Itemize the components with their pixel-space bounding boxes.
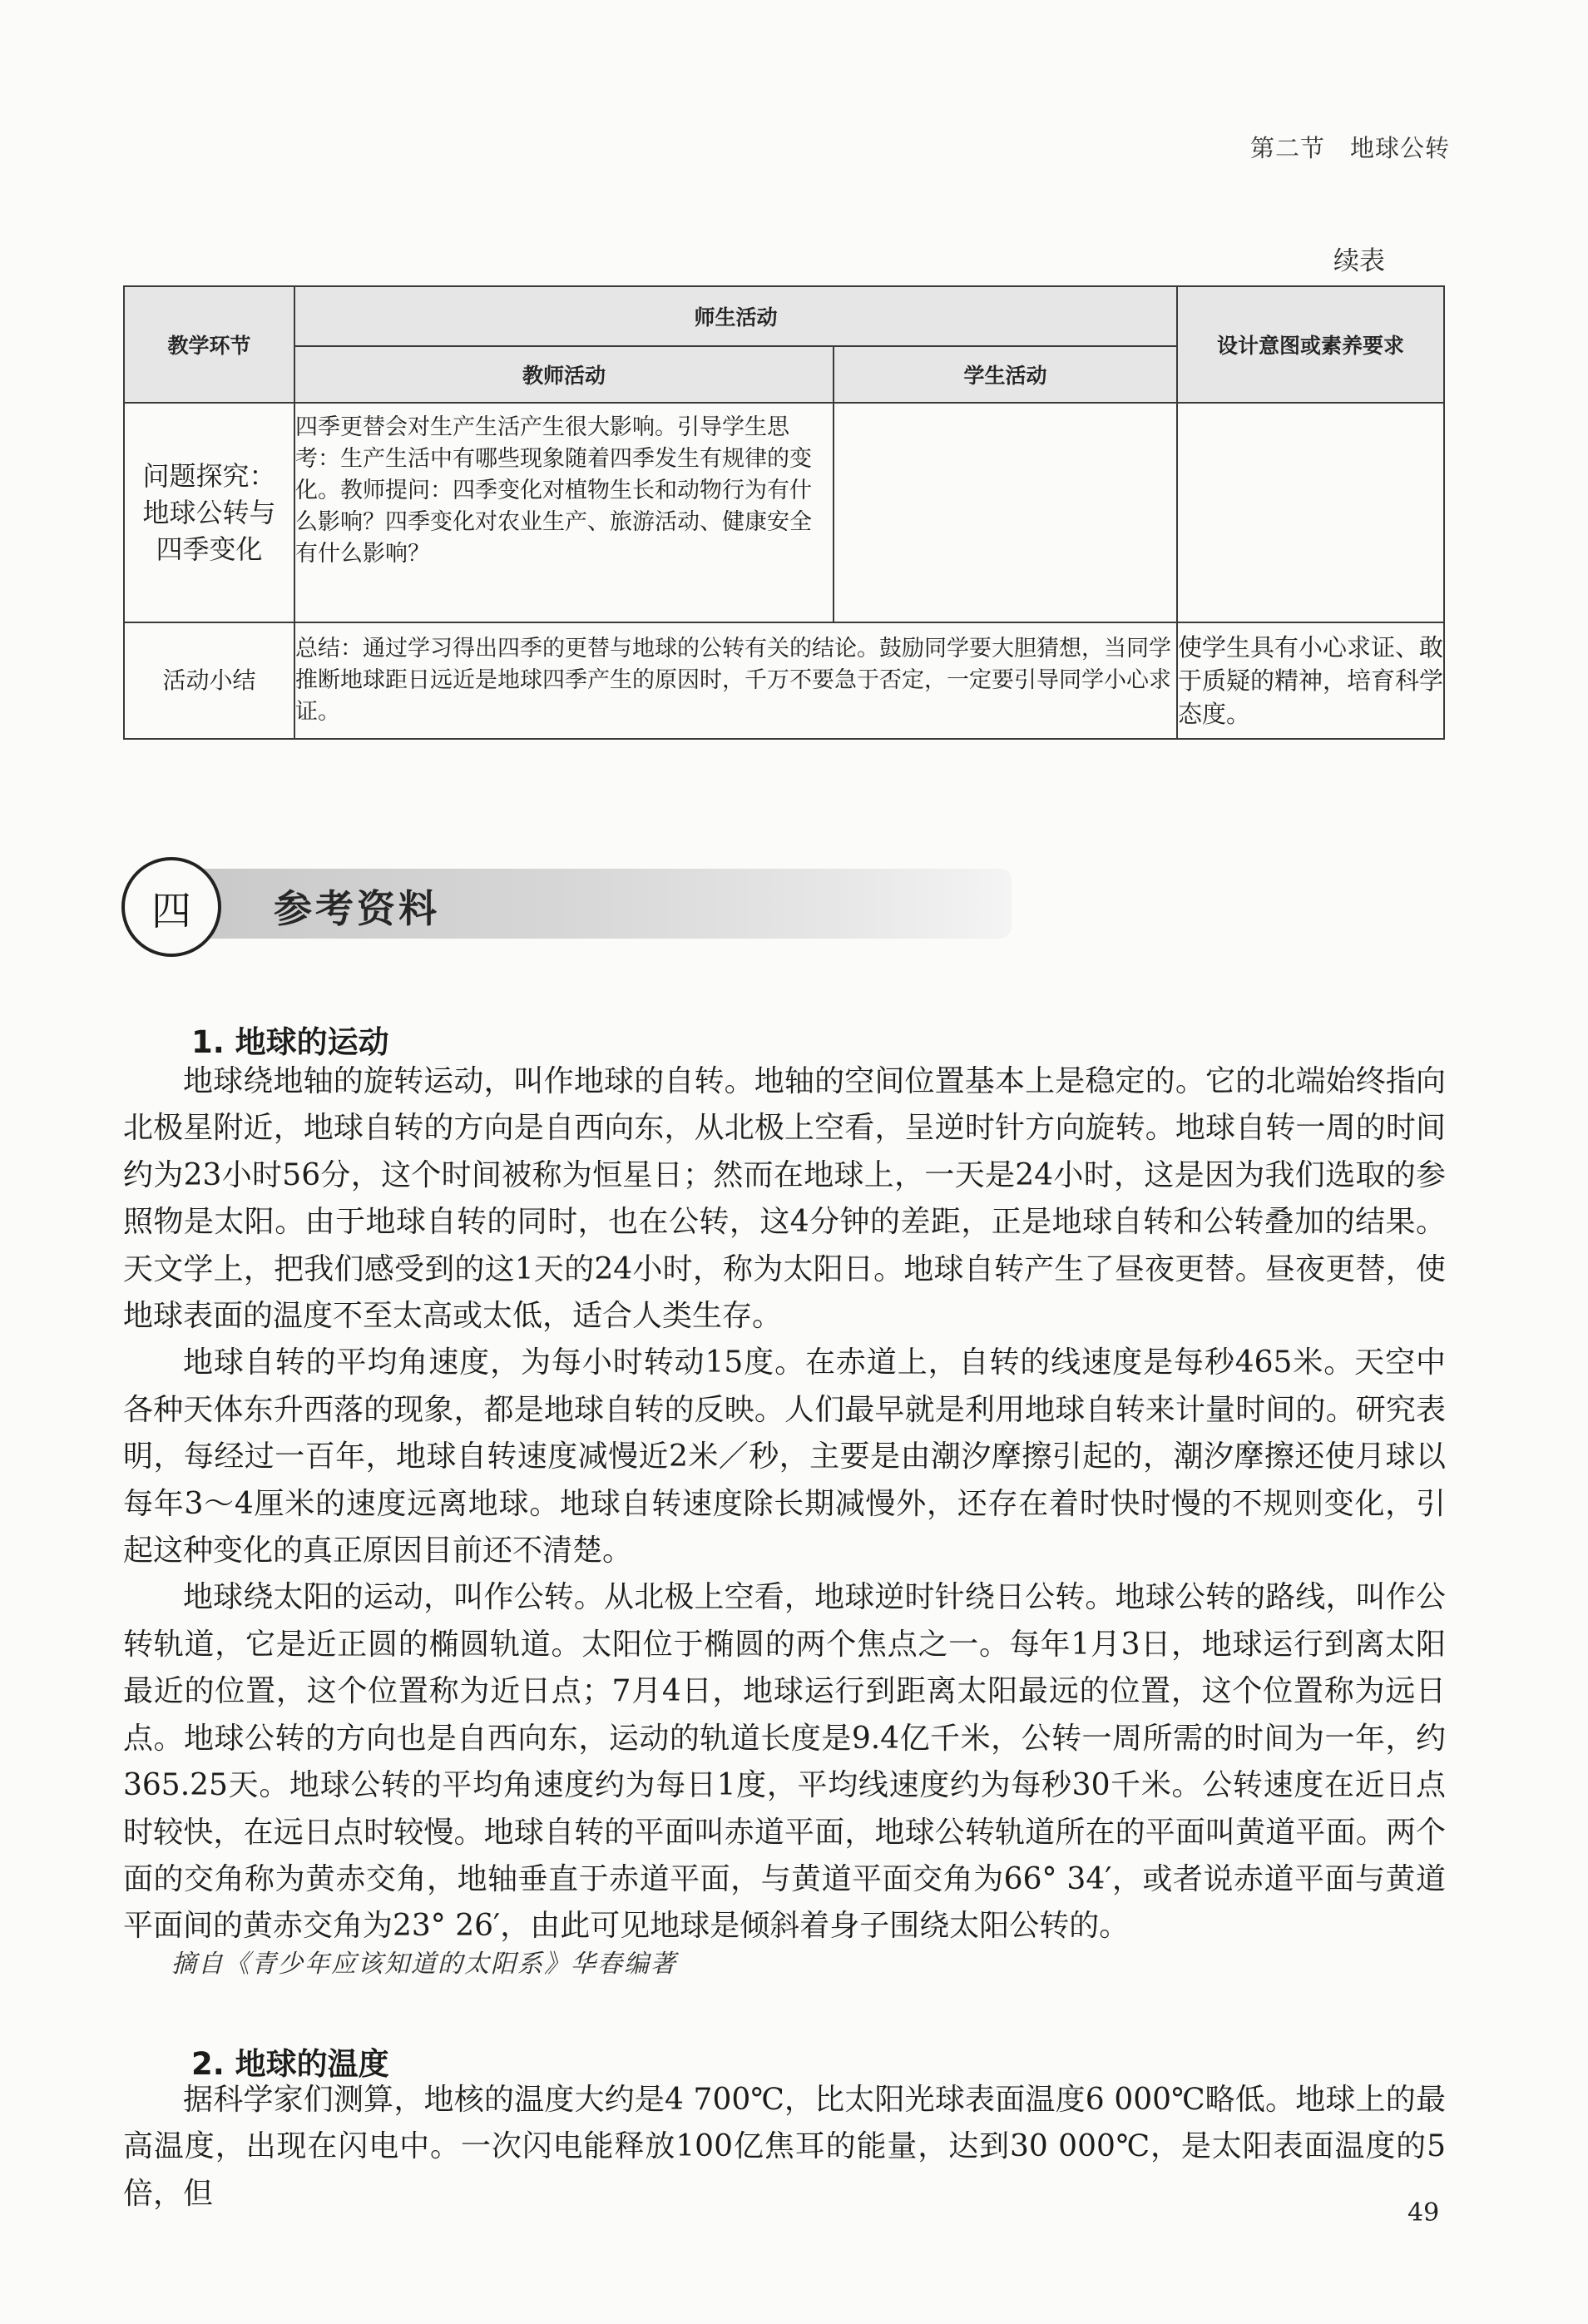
design-cell: 使学生具有小心求证、敢于质疑的精神，培育科学态度。 [1177, 622, 1444, 739]
source-citation: 摘自《青少年应该知道的太阳系》华春编著 [171, 1950, 677, 1979]
paragraph: 地球绕地轴的旋转运动，叫作地球的自转。地轴的空间位置基本上是稳定的。它的北端始终指向北极星附近，地球自转的方向是自西向东，从北极上空看，呈逆时针方向旋转。地球自转一周的时间约为23小时56分，这个时间被称为恒星日；然而在地球上，一天是24小时，这是因为我们选取的参照物是太阳。由于地球自转的同时，也在公转，这4分钟的差距，正是地球自转和公转叠加的结果。天文学上，把我们感受到的这1天的24小时，称为太阳日。地球自转产生了昼夜更替。昼夜更替，使地球表面的温度不至太高或太低，适合人类生存。 [123, 1064, 1446, 1334]
paragraph: 地球自转的平均角速度，为每小时转动15度。在赤道上，自转的线速度是每秒465米。天空中各种天体东升西落的现象，都是地球自转的反映。人们最早就是利用地球自转来计量时间的。研究表明，每经过一百年，地球自转速度减慢近2米／秒，主要是由潮汐摩擦引起的，潮汐摩擦还使月球以每年3～4厘米的速度远离地球。地球自转速度除长期减慢外，还存在着时快时慢的不规则变化，引起这种变化的真正原因目前还不清楚。 [123, 1345, 1446, 1568]
earth-motion-text [123, 1058, 1446, 1950]
section-banner [121, 857, 995, 957]
section-number: 四 [121, 857, 221, 957]
earth-temperature-text [123, 2077, 1446, 2217]
continued-table-label: 续表 [1333, 246, 1385, 276]
stage-cell: 活动小结 [124, 622, 294, 739]
subheading-earth-temperature: 2. 地球的温度 [191, 2046, 389, 2082]
table-row [124, 403, 1444, 622]
header-design: 设计意图或素养要求 [1177, 286, 1444, 403]
paragraph: 据科学家们测算，地核的温度大约是4 700℃，比太阳光球表面温度6 000℃略低。地球上的最高温度，出现在闪电中。一次闪电能释放100亿焦耳的能量，达到30 000℃，是太阳表面温度的5倍，但 [123, 2083, 1446, 2211]
header-teacher: 教师活动 [294, 346, 834, 403]
subheading-earth-motion: 1. 地球的运动 [191, 1024, 389, 1060]
student-activity-cell [834, 403, 1177, 622]
running-header: 第二节 地球公转 [1249, 134, 1450, 162]
design-cell [1177, 403, 1444, 622]
lesson-table [123, 285, 1445, 740]
paragraph: 地球绕太阳的运动，叫作公转。从北极上空看，地球逆时针绕日公转。地球公转的路线，叫作公转轨道，它是近正圆的椭圆轨道。太阳位于椭圆的两个焦点之一。每年1月3日，地球运行到离太阳最近的位置，这个位置称为近日点；7月4日，地球运行到距离太阳最远的位置，这个位置称为远日点。地球公转的方向也是自西向东，运动的轨道长度是9.4亿千米，公转一周所需的时间为一年，约365.25天。地球公转的平均角速度约为每日1度，平均线速度约为每秒30千米。公转速度在近日点时较快，在远日点时较慢。地球自转的平面叫赤道平面，地球公转轨道所在的平面叫黄道平面。两个面的交角称为黄赤交角，地轴垂直于赤道平面，与黄道平面交角为66° 34′，或者说赤道平面与黄道平面间的黄赤交角为23° 26′，由此可见地球是倾斜着身子围绕太阳公转的。 [123, 1580, 1446, 1944]
table-row [124, 622, 1444, 739]
page-number: 49 [1407, 2198, 1440, 2227]
stage-cell: 问题探究：地球公转与四季变化 [124, 403, 294, 622]
header-student: 学生活动 [834, 346, 1177, 403]
summary-cell: 总结：通过学习得出四季的更替与地球的公转有关的结论。鼓励同学要大胆猜想，当同学推断地球距日远近是地球四季产生的原因时，千万不要急于否定，一定要引导同学小心求证。 [294, 622, 1177, 739]
section-title: 参考资料 [274, 886, 440, 931]
header-activities: 师生活动 [294, 286, 1177, 346]
header-stage: 教学环节 [124, 286, 294, 403]
teacher-activity-cell: 四季更替会对生产生活产生很大影响。引导学生思考：生产生活中有哪些现象随着四季发生有规律的变化。教师提问：四季变化对植物生长和动物行为有什么影响？四季变化对农业生产、旅游活动、健康安全有什么影响？ [294, 403, 834, 622]
